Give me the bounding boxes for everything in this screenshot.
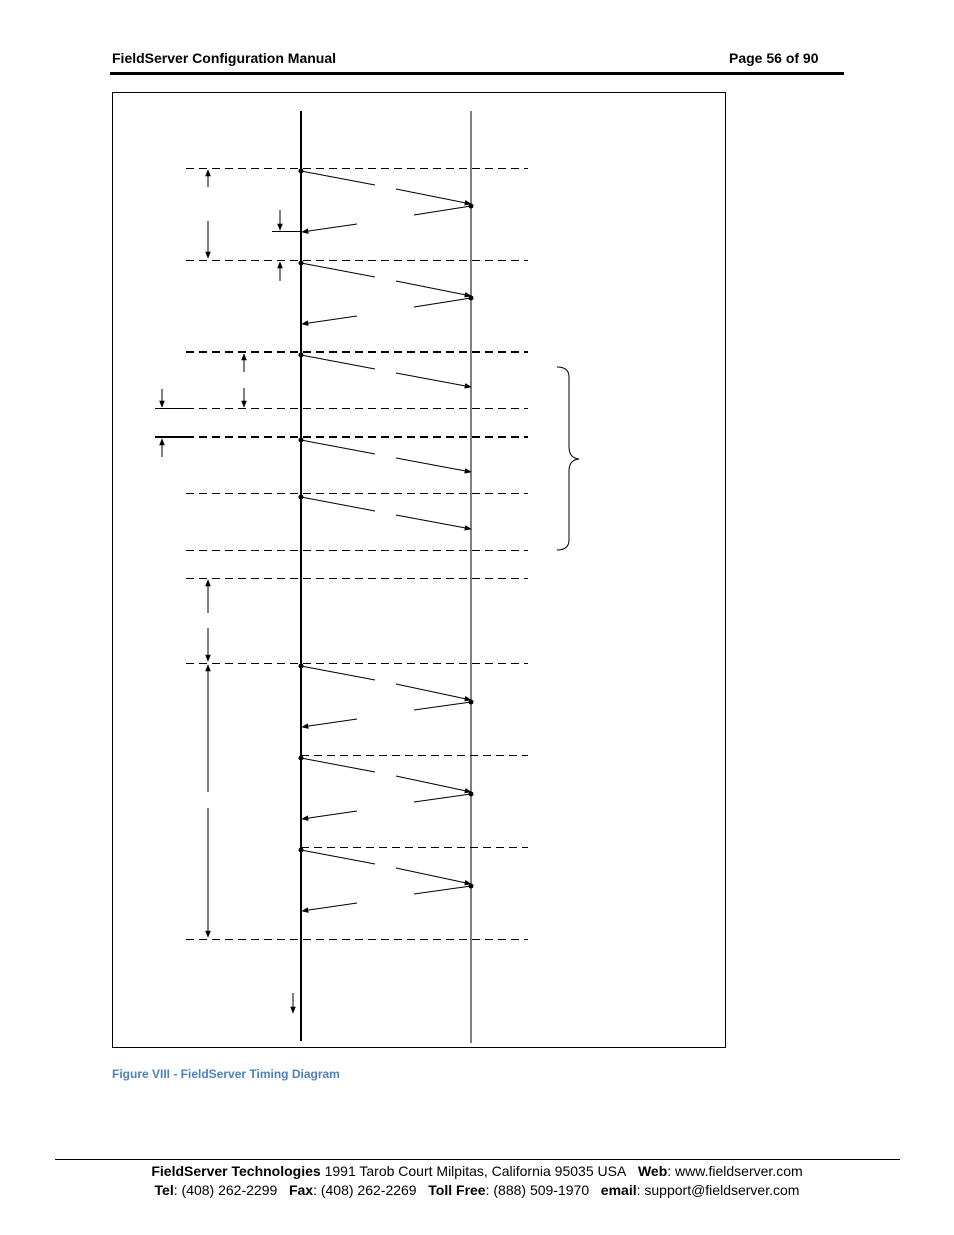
- footer-email: : support@fieldserver.com: [636, 1182, 800, 1198]
- footer-tel-label: Tel: [154, 1182, 174, 1198]
- footer-tollfree-label: Toll Free: [428, 1182, 486, 1198]
- footer-tollfree: : (888) 509-1970: [485, 1182, 590, 1198]
- footer-fax: : (408) 262-2269: [313, 1182, 417, 1198]
- poll-message: [301, 171, 375, 185]
- footer-web: : www.fieldserver.com: [667, 1163, 803, 1179]
- message-dot: [299, 664, 304, 669]
- message-dot: [299, 756, 304, 761]
- poll-message: [301, 666, 375, 680]
- footer-tel: : (408) 262-2299: [173, 1182, 278, 1198]
- retries-brace: [557, 367, 579, 550]
- poll-message: [396, 373, 471, 387]
- message-dot: [299, 353, 304, 358]
- response-message: [302, 903, 357, 911]
- message-dot: [469, 204, 474, 209]
- footer-line-1: [0, 1163, 954, 1179]
- footer-line-2: [0, 1182, 954, 1198]
- footer-address: 1991 Tarob Court Milpitas, California 95035 USA: [320, 1163, 627, 1179]
- messages: [301, 171, 471, 911]
- poll-message: [301, 758, 375, 772]
- message-dot: [299, 848, 304, 853]
- poll-message: [396, 458, 471, 472]
- dashed-lines: [186, 169, 528, 940]
- message-dot: [299, 261, 304, 266]
- response-message: [414, 206, 471, 215]
- interval-arrows: [162, 170, 293, 1013]
- response-message: [302, 316, 357, 324]
- response-message: [302, 224, 357, 232]
- header-page-number: Page 56 of 90: [729, 50, 819, 66]
- footer-rule: [55, 1159, 900, 1160]
- response-message: [414, 298, 471, 307]
- response-message: [302, 811, 357, 819]
- footer-fax-label: Fax: [288, 1182, 314, 1198]
- footer-email-label: email: [600, 1182, 637, 1198]
- header-title: FieldServer Configuration Manual: [112, 50, 337, 66]
- poll-message: [301, 355, 375, 369]
- poll-message: [301, 263, 375, 277]
- footer-web-label: Web: [637, 1163, 668, 1179]
- poll-message: [396, 515, 471, 529]
- poll-message: [396, 776, 471, 792]
- footer-company: FieldServer Technologies: [151, 1163, 321, 1179]
- poll-message: [301, 440, 375, 454]
- figure-frame: [113, 93, 726, 1048]
- message-dot: [299, 169, 304, 174]
- poll-message: [396, 189, 471, 204]
- message-dot: [299, 438, 304, 443]
- message-dot: [469, 296, 474, 301]
- message-dots: [299, 169, 474, 889]
- poll-message: [301, 850, 375, 864]
- message-dot: [469, 884, 474, 889]
- response-message: [414, 886, 471, 894]
- poll-message: [301, 497, 375, 511]
- figure-caption: Figure VIII - FieldServer Timing Diagram: [112, 1067, 340, 1081]
- message-dot: [299, 495, 304, 500]
- poll-message: [396, 868, 471, 884]
- message-dot: [469, 792, 474, 797]
- response-message: [302, 719, 357, 727]
- poll-message: [396, 684, 471, 700]
- message-dot: [469, 700, 474, 705]
- response-message: [414, 702, 471, 710]
- response-message: [414, 794, 471, 802]
- poll-message: [396, 281, 471, 296]
